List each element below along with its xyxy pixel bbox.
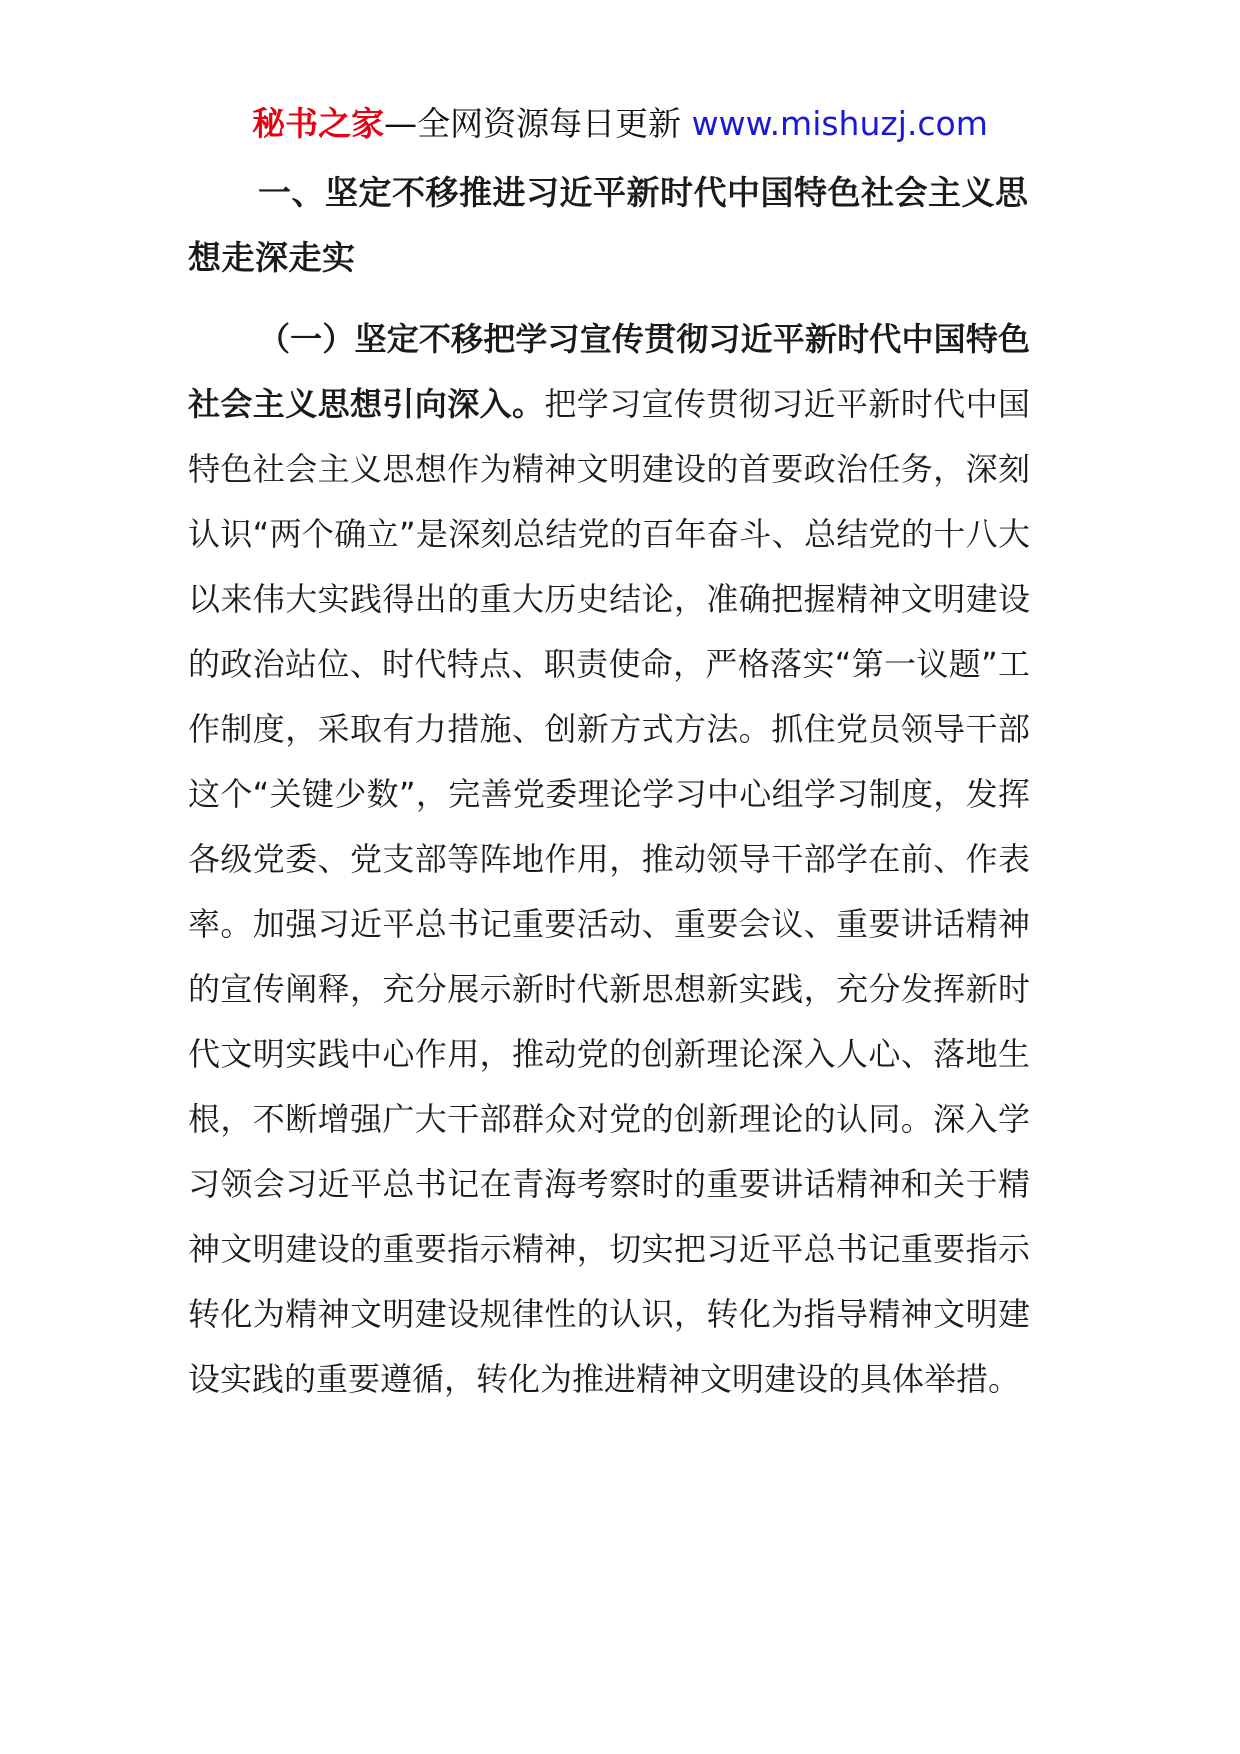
paragraph-lead-heading: （一）坚定不移把学习宣传贯彻习近平新时代中国特色社会主义思想引向深入。 bbox=[188, 320, 1030, 423]
paragraph-body-text: 把学习宣传贯彻习近平新时代中国特色社会主义思想作为精神文明建设的首要政治任务，深刻认识“两个确立”是深刻总结党的百年奋斗、总结党的十八大以来伟大实践得出的重大历史结论，准确把握精神文明建设的政治站位、时代特点、职责使命，严格落实“第一议题”工作制度，采取有力措施、创新方式方法。抓住党员领导干部这个“关键少数”，完善党委理论学习中心组学习制度，发挥各级党委、党支部等阵地作用，推动领导干部学在前、作表率。加强习近平总书记重要活动、重要会议、重要讲话精神的宣传阐释，充分展示新时代新思想新实践，充分发挥新时代文明实践中心作用，推动党的创新理论深入人心、落地生根，不断增强广大干部群众对党的创新理论的认同。深入学习领会习近平总书记在青海考察时的重要讲话精神和关于精神文明建设的重要指示精神，切实把习近平总书记重要指示转化为精神文明建设规律性的认识，转化为指导精神文明建设实践的重要遵循，转化为推进精神文明建设的具体举措。 bbox=[188, 385, 1030, 1398]
brand-name: 秘书之家 bbox=[252, 104, 385, 143]
document-body bbox=[188, 160, 1030, 1412]
header-tagline: —全网资源每日更新 bbox=[384, 104, 692, 143]
paragraph bbox=[188, 307, 1030, 1412]
section-heading: 一、坚定不移推进习近平新时代中国特色社会主义思想走深走实 bbox=[188, 173, 1029, 277]
site-header bbox=[0, 102, 1240, 146]
site-url-link[interactable]: www.mishuzj.com bbox=[691, 104, 988, 143]
